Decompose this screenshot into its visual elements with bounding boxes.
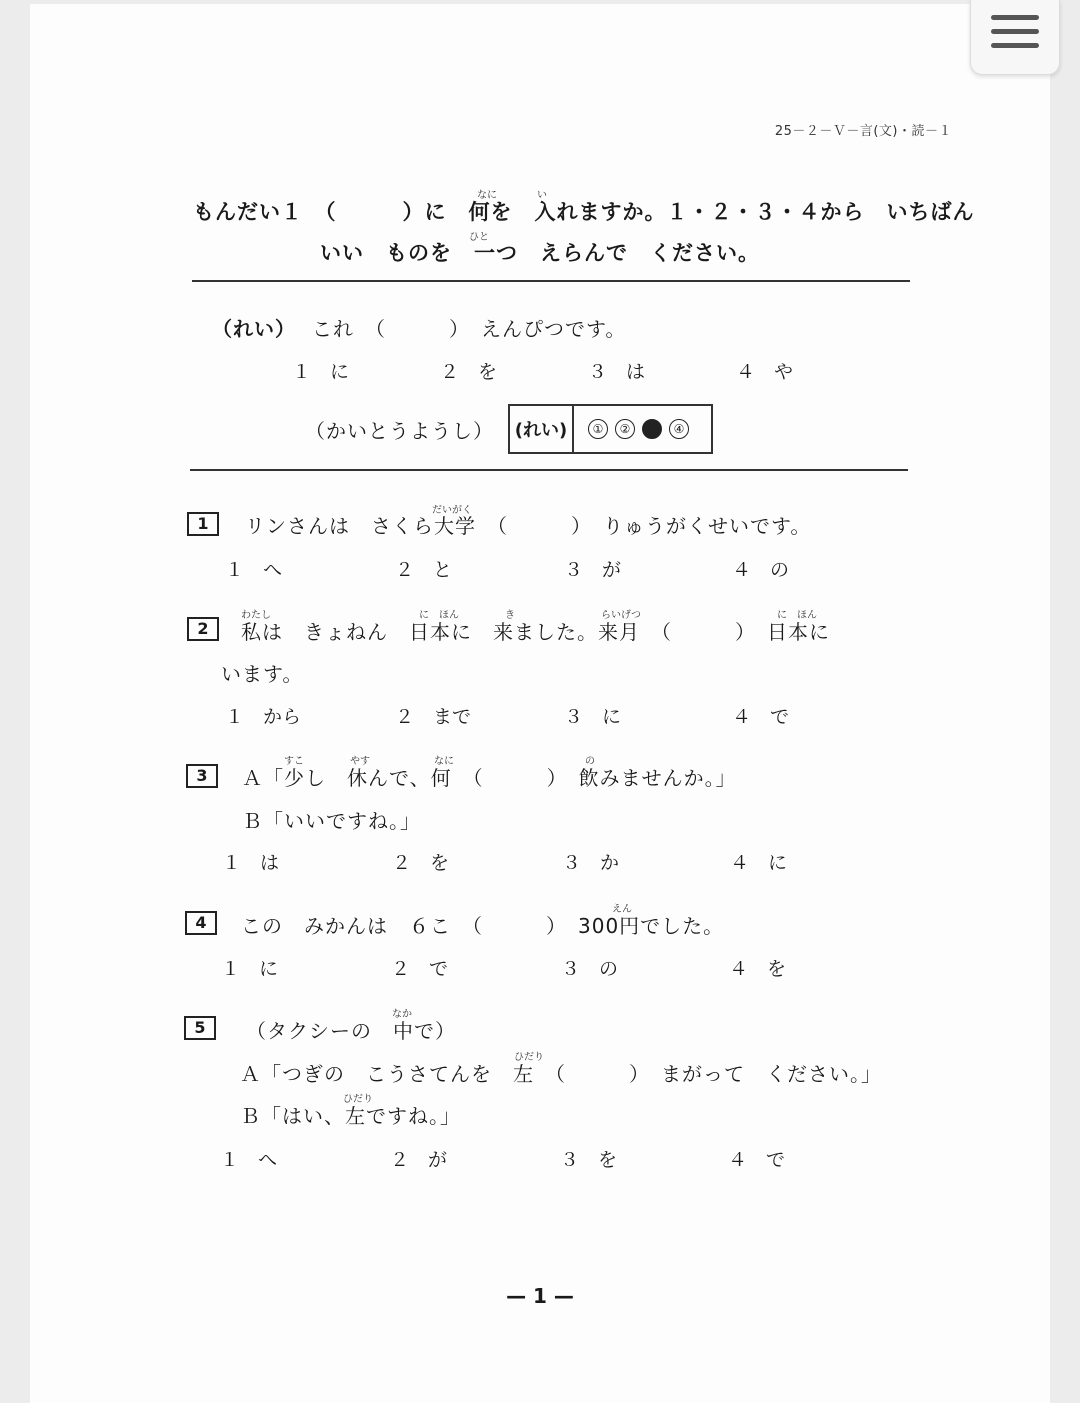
exam-code: 25－２－Ｖ－言(文)・読－１ <box>774 124 952 139</box>
bubble-3-filled: ● <box>642 419 662 439</box>
divider-bottom <box>190 469 908 471</box>
question-text-b: Ｂ「いいですね。」 <box>242 809 421 833</box>
hamburger-icon <box>991 15 1039 20</box>
option[interactable]: ２ を <box>392 852 450 874</box>
ruby: の <box>585 756 595 767</box>
ruby: ひだり <box>514 1052 544 1063</box>
option[interactable]: ４ で <box>732 706 790 728</box>
option[interactable]: １ へ <box>225 559 283 581</box>
page-number: — 1 — <box>506 1284 574 1308</box>
question-text: この みかんは ６こ （ ） 300円でした。 <box>241 914 725 938</box>
question-context: （タクシーの 中で） <box>246 1019 456 1043</box>
option[interactable]: ３ が <box>564 559 622 581</box>
question-text: 私は きょねん 日本に 来ました。来月 （ ） 日本に <box>241 620 830 644</box>
bubble-4: ④ <box>669 419 689 439</box>
ruby: なか <box>392 1009 412 1020</box>
option[interactable]: ４ に <box>730 852 788 874</box>
example-option: ２ を <box>440 361 498 383</box>
question-number: 5 <box>184 1016 216 1040</box>
example-label: （れい） <box>212 317 296 341</box>
option[interactable]: ４ で <box>728 1149 786 1171</box>
option[interactable]: ２ まで <box>395 706 472 728</box>
ruby-nani: なに <box>477 190 497 201</box>
ruby: に ほん <box>419 610 459 621</box>
example-option: １ に <box>292 361 350 383</box>
ruby: ひだり <box>343 1094 373 1105</box>
option[interactable]: ３ の <box>561 958 619 980</box>
ruby: らいげつ <box>601 610 641 621</box>
ruby: やす <box>350 756 370 767</box>
question-number: 4 <box>185 911 217 935</box>
option[interactable]: １ から <box>225 706 302 728</box>
example-option: ４ や <box>736 361 794 383</box>
ruby: すこ <box>284 756 304 767</box>
option[interactable]: ３ を <box>560 1149 618 1171</box>
instruction-line-1: もんだい１ （ ）に 何を 入れますか。１・２・３・４から いちばん <box>193 200 975 224</box>
example-answer-box <box>508 404 713 454</box>
question-number: 1 <box>187 512 219 536</box>
option[interactable]: １ は <box>222 852 280 874</box>
option[interactable]: １ へ <box>220 1149 278 1171</box>
instruction-line-2: いい ものを 一つ えらんで ください。 <box>320 241 760 265</box>
ruby: き <box>505 610 515 621</box>
hamburger-icon-bar <box>991 29 1039 34</box>
question-number: 2 <box>187 617 219 641</box>
question-text: Ａ「つぎの こうさてんを 左 （ ） まがって ください。」 <box>240 1062 882 1086</box>
answer-box-label: (れい) <box>510 406 574 452</box>
bubble-2: ② <box>615 419 635 439</box>
example-option: ３ は <box>588 361 646 383</box>
question-text: Ａ「少し 休んで、何 （ ） 飲みませんか。」 <box>242 766 737 790</box>
question-text-cont: います。 <box>221 662 304 686</box>
example-sentence: これ （ ） えんぴつです。 <box>312 317 627 341</box>
answer-sheet-label: （かいとうようし） <box>305 419 494 443</box>
ruby-hito: ひと <box>469 232 489 243</box>
ruby: に ほん <box>777 610 817 621</box>
divider-top <box>192 280 910 282</box>
question-text: リンさんは さくら大学 （ ） りゅうがくせいです。 <box>245 514 812 538</box>
option[interactable]: ３ に <box>564 706 622 728</box>
question-text-b: Ｂ「はい、左ですね。」 <box>240 1104 461 1128</box>
bubble-1: ① <box>588 419 608 439</box>
question-number: 3 <box>186 764 218 788</box>
option[interactable]: ４ を <box>729 958 787 980</box>
ruby: わたし <box>241 610 271 621</box>
option[interactable]: ４ の <box>732 559 790 581</box>
menu-button[interactable] <box>970 0 1060 75</box>
option[interactable]: ２ で <box>391 958 449 980</box>
ruby: だいがく <box>432 505 472 516</box>
ruby: えん <box>612 904 632 915</box>
ruby-i: い <box>537 190 547 201</box>
option[interactable]: ３ か <box>562 852 620 874</box>
hamburger-icon-bar <box>991 43 1039 48</box>
option[interactable]: １ に <box>221 958 279 980</box>
option[interactable]: ２ が <box>390 1149 448 1171</box>
option[interactable]: ２ と <box>395 559 453 581</box>
ruby: なに <box>434 756 454 767</box>
